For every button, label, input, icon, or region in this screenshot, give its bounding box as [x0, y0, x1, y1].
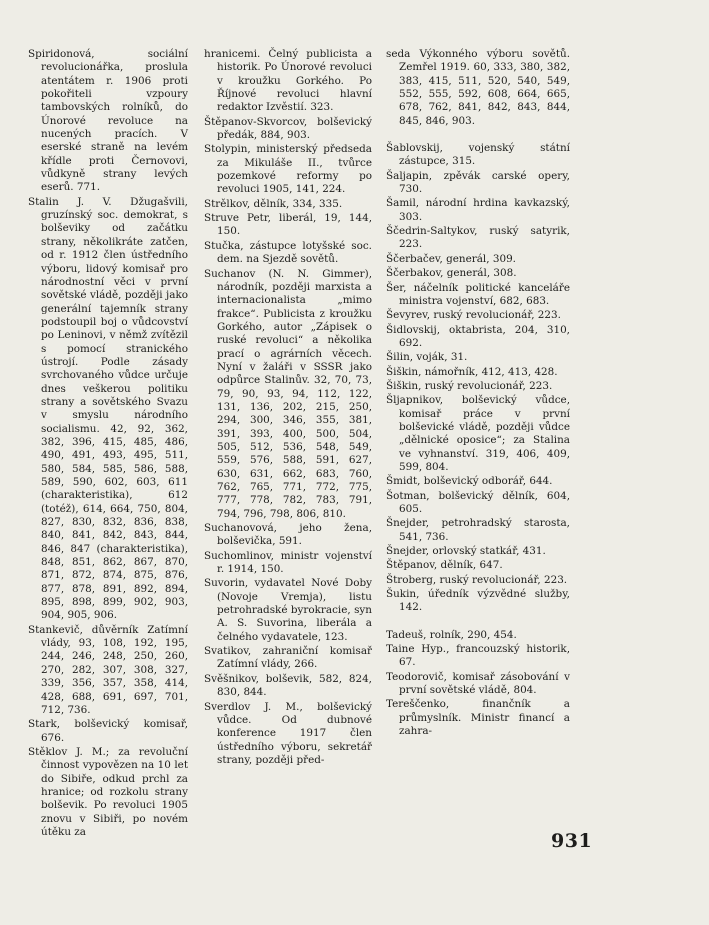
index-entry: Stěklov J. M.; za revoluční činnost vypovězen na 10 let do Sibiře, odkud prchl za hranice; od rozkolu strany bolševik. Po revoluci 1905 znovu v Sibiři, po novém útěku za: [28, 745, 188, 838]
index-column-2: [204, 48, 372, 768]
index-entry: Šnejder, petrohradský starosta, 541, 736.: [386, 517, 570, 543]
index-column-3: [386, 48, 570, 740]
index-entry: Tadeuš, rolník, 290, 454.: [386, 628, 517, 641]
index-entry: Svatikov, zahraniční komisař Zatímní vlády, 266.: [204, 645, 372, 671]
index-entry: Struve Petr, liberál, 19, 144, 150.: [204, 212, 372, 238]
index-entry: Šer, náčelník politické kanceláře ministra vojenství, 682, 683.: [386, 281, 570, 307]
index-entry: hranicemi. Čelný publicista a historik. Po Únorové revoluci v kroužku Gorkého. Po Říjnové revoluci hlavní redaktor Izvěstií. 323.: [204, 48, 372, 114]
index-entry: seda Výkonného výboru sovětů. Zemřel 1919. 60, 333, 380, 382, 383, 415, 511, 520, 540, 549, 552, 555, 592, 608, 664, 665, 678, 762, 841, 842, 843, 844, 845, 846, 903.: [386, 48, 570, 127]
index-entry: Šamil, národní hrdina kavkazský, 303.: [386, 197, 570, 223]
index-entry: Suchanovová, jeho žena, bolševička, 591.: [204, 522, 372, 548]
letter-section-gap: [386, 129, 570, 142]
index-entry: Šiškin, námořník, 412, 413, 428.: [386, 365, 558, 378]
index-entry: Ščedrin-Saltykov, ruský satyrik, 223.: [386, 225, 570, 251]
index-entry: Šotman, bolševický dělník, 604, 605.: [386, 489, 570, 515]
index-entry: Šiškin, ruský revolucionář, 223.: [386, 379, 553, 392]
index-entry: Ščerbakov, generál, 308.: [386, 267, 517, 280]
index-entry: Suchanov (N. N. Gimmer), národník, později marxista a internacionalista „mimo frakce“. Publicista z kroužku Gorkého, autor „Zápisek o ruské revoluci“ a několika prací o agrárních věcech. Nyní v žaláři v SSSR jako odpůrce Stalinův. 32, 70, 73, 79, 90, 93, 94, 112, 122, 131, 136, 202, 215, 250, 294, 300, 346, 355, 381, 391, 393, 400, 500, 504, 505, 512, 536, 548, 549, 559, 576, 588, 591, 627, 630, 631, 662, 683, 760, 762, 765, 771, 772, 775, 777, 778, 782, 783, 791, 794, 796, 798, 806, 810.: [204, 267, 372, 520]
index-entry: Suchomlinov, ministr vojenství r. 1914, 150.: [204, 549, 372, 576]
index-entry: Šaljapin, zpěvák carské opery, 730.: [386, 169, 570, 196]
index-entry: Šidlovskij, oktabrista, 204, 310, 692.: [386, 323, 570, 349]
index-entry: Teodorovič, komisař zásobování v první sovětské vládě, 804.: [386, 670, 570, 697]
page-number: 931: [551, 830, 593, 852]
index-entry: Šljapnikov, bolševický vůdce, komisař práce v první bolševické vládě, později vůdce „dělnické oposice“; za Stalina ve vyhnanství. 319, 406, 409, 599, 804.: [386, 394, 570, 473]
index-entry: Strělkov, dělník, 334, 335.: [204, 197, 343, 210]
index-entry: Štěpanov, dělník, 647.: [386, 559, 503, 572]
index-entry: Suvorin, vydavatel Nové Doby (Novoje Vremja), listu petrohradské byrokracie, syn A. S. Suvorina, liberála a čelného vydavatele, 123.: [204, 577, 372, 643]
index-entry: Štěpanov-Skvorcov, bolševický předák, 884, 903.: [204, 115, 372, 142]
index-entry: Stankevič, důvěrník Zatímní vlády, 93, 108, 192, 195, 244, 246, 248, 250, 260, 270, 282, 307, 308, 327, 339, 356, 357, 358, 414, 428, 688, 691, 697, 701, 712, 736.: [28, 623, 188, 716]
letter-section-gap: [386, 616, 570, 629]
index-entry: Šablovskij, vojenský státní zástupce, 315.: [386, 142, 570, 168]
index-entry: Ševyrev, ruský revolucionář, 223.: [386, 309, 561, 322]
index-entry: Stolypin, ministerský předseda za Mikuláše II., tvůrce pozemkové reformy po revoluci 1905, 141, 224.: [204, 143, 372, 196]
index-entry: Tereščenko, finančník a průmyslník. Ministr financí a zahra-: [386, 698, 570, 738]
index-entry: Šukin, úředník výzvědné služby, 142.: [386, 588, 570, 614]
index-column-1: [28, 48, 188, 840]
index-entry: Svěšnikov, bolševik, 582, 824, 830, 844.: [204, 672, 372, 699]
index-entry: Stučka, zástupce lotyšské soc. dem. na Sjezdě sovětů.: [204, 239, 372, 266]
index-entry: Šmidt, bolševický odborář, 644.: [386, 475, 553, 488]
index-entry: Ščerbačev, generál, 309.: [386, 252, 516, 265]
index-entry: Stark, bolševický komisař, 676.: [28, 718, 188, 744]
index-entry: Stalin J. V. Džugašvili, gruzínský soc. demokrat, s bolševiky od začátku strany, několikráte zatčen, od r. 1912 člen ústředního výboru, lidový komisař pro národnostní věci v první sovětské vládě, později jako generální tajemník strany podstoupil boj o vůdcovství po Leninovi, v němž zvítězil s pomocí stranického ústrojí. Podle zásady svrchovaného vůdce určuje dnes veškerou politiku strany a sovětského Svazu v smyslu národního socialismu. 42, 92, 362, 382, 396, 415, 485, 486, 490, 491, 493, 495, 511, 580, 584, 585, 586, 588, 589, 590, 602, 603, 611 (charakteristika), 612 (totéž), 614, 664, 750, 804, 827, 830, 832, 836, 838, 840, 841, 842, 843, 844, 846, 847 (charakteristika), 848, 851, 862, 867, 870, 871, 872, 874, 875, 876, 877, 878, 891, 892, 894, 895, 898, 899, 902, 903, 904, 905, 906.: [28, 195, 188, 622]
index-entry: Šilin, voják, 31.: [386, 351, 468, 364]
index-entry: Sverdlov J. M., bolševický vůdce. Od dubnové konference 1917 člen ústředního výboru, sekretář strany, později před-: [204, 700, 372, 766]
index-entry: Taine Hyp., francouzský historik, 67.: [386, 643, 570, 669]
index-entry: Spiridonová, sociální revolucionářka, proslula atentátem r. 1906 proti pokořiteli vzpoury tambovských rolníků, do Únorové revoluce na nucených pracích. V eserské straně na levém křídle proti Černovovi, vůdkyně strany levých eserů. 771.: [28, 48, 188, 194]
index-entry: Šnejder, orlovský statkář, 431.: [386, 545, 546, 558]
index-entry: Štroberg, ruský revolucionář, 223.: [386, 573, 568, 586]
